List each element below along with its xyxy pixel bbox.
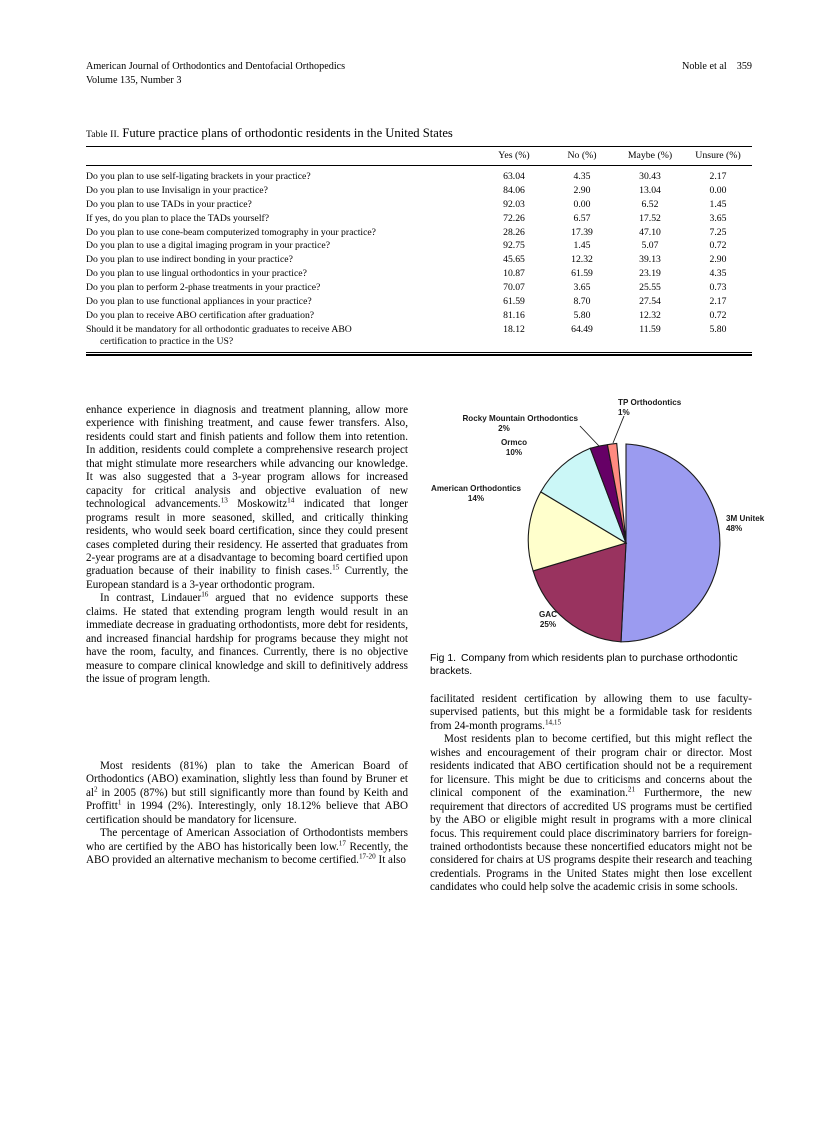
row-yes: 28.26 [503, 226, 525, 238]
para-text-b: in 2005 (87%) but still significantly more than found by Keith and Proffitt [86, 786, 408, 813]
body-column-right-bottom [430, 693, 752, 895]
para-text-c: indicated that longer programs result in more seasoned, skilled, and critically thinking residents, who would seek board certification, since they could present cases completed during their residency. He asserted that graduates from 2-year programs are at a disadvantage to becoming board certified upon graduation because of their inability to finish cases. [86, 498, 408, 578]
paragraph-certification [430, 733, 752, 894]
row-no: 0.00 [573, 198, 591, 210]
running-head-volume: Volume 135, Number 3 [86, 74, 182, 86]
pie-label-value: 1% [618, 408, 630, 418]
table-row [86, 309, 752, 323]
row-no: 61.59 [571, 268, 593, 280]
figure-1 [430, 396, 765, 644]
row-yes: 92.75 [503, 240, 525, 252]
para-text-c: in 1994 (2%). Interestingly, only 18.12% believe that ABO certification should be mandatory for licensure. [86, 800, 408, 826]
para-text-a: Most residents plan to become certified, but this might reflect the wishes and encouragement of their program chair or director. Most residents indicated that ABO certification should not be a requirement for licensure. This might be due to criticisms and concerns about the clinical component of the examination. [430, 733, 752, 800]
ref-21: 21 [627, 785, 636, 794]
pie-slice-3m-unitek [621, 444, 720, 642]
ref-14-15: 14,15 [544, 718, 562, 727]
pie-label-3m-unitek [726, 514, 764, 534]
row-question [86, 323, 480, 351]
row-yes: 81.16 [503, 309, 525, 321]
pie-label-value: 14% [467, 494, 485, 504]
row-unsure: 0.72 [709, 309, 727, 321]
row-question: Do you plan to use a digital imaging program in your practice? [86, 240, 331, 252]
pie-label-value: 48% [726, 524, 743, 534]
row-yes: 84.06 [503, 184, 525, 196]
row-unsure: 7.25 [709, 226, 727, 238]
row-maybe: 25.55 [639, 282, 661, 293]
ref-17: 17 [338, 839, 346, 848]
pie-label-name: Ormco [500, 438, 528, 447]
pie-label-name: American Orthodontics [431, 484, 521, 493]
row-maybe: 5.07 [641, 240, 659, 252]
table-title-text: Future practice plans of orthodontic residents in the United States [122, 126, 453, 140]
running-head-right [682, 60, 752, 74]
row-question: Do you plan to use indirect bonding in your practice? [86, 254, 293, 266]
row-question: If yes, do you plan to place the TADs yourself? [86, 212, 270, 224]
pie-label-rocky-mountain-orthodontics [430, 414, 578, 434]
paragraph-continuation [86, 404, 408, 592]
col-header-question [86, 147, 480, 166]
pie-label-name: 3M Unitek [726, 514, 765, 523]
row-unsure: 4.35 [709, 268, 727, 280]
para-text-b: Moskowitz [237, 498, 288, 511]
row-maybe: 30.43 [639, 171, 661, 182]
pie-label-name: GAC [539, 610, 557, 619]
pie-label-tp-orthodontics [618, 398, 681, 418]
figure-caption-text: Company from which residents plan to purchase orthodontic brackets. [430, 653, 738, 678]
row-yes: 92.03 [503, 198, 525, 210]
row-question-line2: certification to practice in the US? [100, 335, 234, 347]
row-maybe: 39.13 [639, 254, 661, 266]
row-maybe: 11.59 [639, 323, 661, 335]
table-row [86, 184, 752, 198]
table-header [86, 147, 752, 166]
row-question: Do you plan to use cone-beam computerized tomography in your practice? [86, 226, 376, 238]
table-row [86, 198, 752, 212]
pie-label-value: 2% [498, 424, 510, 434]
row-no: 2.90 [573, 184, 591, 196]
row-yes: 61.59 [503, 295, 525, 307]
table-body [86, 166, 752, 351]
table-row [86, 212, 752, 226]
ref-17-20: 17-20 [358, 852, 376, 861]
row-unsure: 2.90 [709, 254, 727, 266]
ref-1: 1 [117, 798, 122, 807]
table-row [86, 253, 752, 267]
paragraph-facilitated [430, 693, 752, 733]
para-text-a: facilitated resident certification by allowing them to use faculty-supervised patients, but this might be a formidable task for residents from 24-month programs. [430, 693, 752, 732]
table-row [86, 166, 752, 184]
row-unsure: 0.72 [709, 240, 727, 252]
table-row [86, 295, 752, 309]
row-question: Do you plan to use lingual orthodontics in your practice? [86, 268, 307, 280]
table-row [86, 267, 752, 281]
para-text-b: argued that no evidence supports these claims. He stated that extending program length would result in an immediate decrease in graduating orthodontists, more debt for residents, and increased financial hardship for programs because they might not have the room, faculty, and finances. Currently, there is no objective measure to compare clinical knowledge and skill to definitively address the issue of program length. [86, 592, 408, 686]
table-section [86, 126, 752, 356]
row-unsure: 3.65 [709, 212, 727, 224]
row-maybe: 13.04 [639, 184, 661, 196]
para-text-c: It also [378, 854, 406, 867]
pie-label-value: 10% [505, 448, 523, 458]
page-number: 359 [736, 61, 752, 72]
col-header-yes: Yes (%) [498, 150, 530, 161]
table-title [86, 126, 752, 142]
ref-14: 14 [287, 496, 295, 505]
row-question: Do you plan to receive ABO certification after graduation? [86, 309, 315, 321]
ref-15: 15 [332, 563, 340, 572]
row-maybe: 27.54 [639, 295, 661, 307]
paragraph-abo-exam [86, 760, 408, 827]
row-unsure: 2.17 [709, 295, 727, 307]
pie-label-value: 25% [539, 620, 557, 630]
row-question: Do you plan to perform 2-phase treatments in your practice? [86, 282, 321, 293]
table-label: Table II. [86, 129, 120, 140]
row-question-line1: Should it be mandatory for all orthodontic graduates to receive ABO [86, 323, 352, 335]
para-text-b: Recently, the ABO provided an alternative mechanism to become certified. [86, 840, 409, 867]
row-yes: 18.12 [503, 323, 525, 335]
running-head-authors: Noble et al [682, 61, 727, 72]
ref-16: 16 [201, 590, 209, 599]
ref-2: 2 [94, 785, 98, 794]
row-no: 8.70 [573, 295, 591, 307]
row-no: 5.80 [573, 309, 591, 321]
para-text-a: enhance experience in diagnosis and treatment planning, allow more experience with finishing treatment, and cause fewer transfers. Also, residents could start and finish patients and follow them into retention. In addition, residents could complete a comprehensive research project that might stimulate more researchers while advancing our knowledge. It was also suggested that a 3-year program allows for increased capacity for critical analysis and objective evaluation of new technological advancements. [86, 404, 408, 511]
row-unsure: 2.17 [709, 171, 727, 182]
future-practice-plans-table [86, 146, 752, 351]
figure-1-caption [430, 652, 752, 678]
col-header-unsure: Unsure (%) [695, 150, 741, 161]
row-maybe: 6.52 [641, 198, 659, 210]
pie-label-ormco [484, 438, 544, 458]
row-question: Do you plan to use functional appliances in your practice? [86, 295, 312, 307]
body-column-left-top [86, 404, 408, 687]
pie-leader-lines [580, 416, 624, 446]
row-yes: 10.87 [503, 268, 525, 280]
table-row [86, 226, 752, 240]
row-maybe: 17.52 [639, 212, 661, 224]
row-no: 3.65 [573, 282, 591, 293]
table-row [86, 323, 752, 351]
col-header-no: No (%) [567, 150, 597, 161]
row-no: 4.35 [573, 171, 591, 182]
row-no: 64.49 [571, 323, 593, 335]
para-text-b: Furthermore, the new requirement that directors of accredited US programs must be certified by the ABO or eligible might result in programs with a more clinical focus. This requirement could place discriminatory barriers for foreign-trained orthodontists because these noncertified educators might not be considered for chairs at US programs despite their research and teaching credentials. Programs in the United States might then lose excellent candidates who could help solve the academic crisis in some schools. [430, 787, 753, 894]
row-unsure: 5.80 [709, 323, 727, 335]
leader-line-rocky-mountain [580, 426, 599, 446]
table-row [86, 281, 752, 295]
para-text-a: In contrast, Lindauer [100, 592, 202, 605]
table-bottom-rule [86, 352, 752, 357]
running-head [86, 60, 752, 87]
body-column-left-bottom [86, 760, 408, 868]
paragraph-lindauer [86, 592, 408, 686]
row-unsure: 0.73 [709, 282, 727, 293]
pie-label-gac [526, 610, 570, 630]
pie-label-american-orthodontics [430, 484, 522, 504]
row-yes: 70.07 [503, 282, 525, 293]
row-maybe: 47.10 [639, 226, 661, 238]
row-unsure: 1.45 [709, 198, 727, 210]
row-no: 17.39 [571, 226, 593, 238]
figure-number: Fig 1. [430, 653, 456, 664]
row-yes: 45.65 [503, 254, 525, 266]
row-no: 6.57 [573, 212, 591, 224]
row-question: Do you plan to use TADs in your practice? [86, 198, 252, 210]
row-question: Do you plan to use self-ligating brackets in your practice? [86, 171, 311, 182]
row-yes: 63.04 [503, 171, 525, 182]
para-text-a: Most residents (81%) plan to take the American Board of Orthodontics (ABO) examination, slightly less than found by Bruner et al [86, 760, 408, 799]
para-text-d: Currently, the European standard is a 3-year orthodontic program. [86, 565, 408, 591]
row-question: Do you plan to use Invisalign in your practice? [86, 184, 268, 196]
table-row [86, 239, 752, 253]
row-maybe: 12.32 [639, 309, 661, 321]
pie-label-name: Rocky Mountain Orthodontics [462, 414, 578, 423]
row-unsure: 0.00 [709, 184, 727, 196]
row-yes: 72.26 [503, 212, 525, 224]
para-text-a: The percentage of American Association of Orthodontists members who are certified by the ABO has historically been low. [86, 827, 408, 853]
row-no: 12.32 [571, 254, 593, 266]
row-maybe: 23.19 [639, 268, 661, 280]
table-header-row [86, 147, 752, 166]
pie-label-name: TP Orthodontics [618, 398, 682, 407]
ref-13: 13 [220, 496, 228, 505]
col-header-maybe: Maybe (%) [627, 150, 673, 161]
paragraph-aao-percentage [86, 827, 408, 867]
row-no: 1.45 [573, 240, 591, 252]
leader-line-tp [613, 416, 624, 443]
pie-chart [430, 396, 765, 644]
running-head-journal: American Journal of Orthodontics and Dentofacial Orthopedics [86, 61, 346, 72]
